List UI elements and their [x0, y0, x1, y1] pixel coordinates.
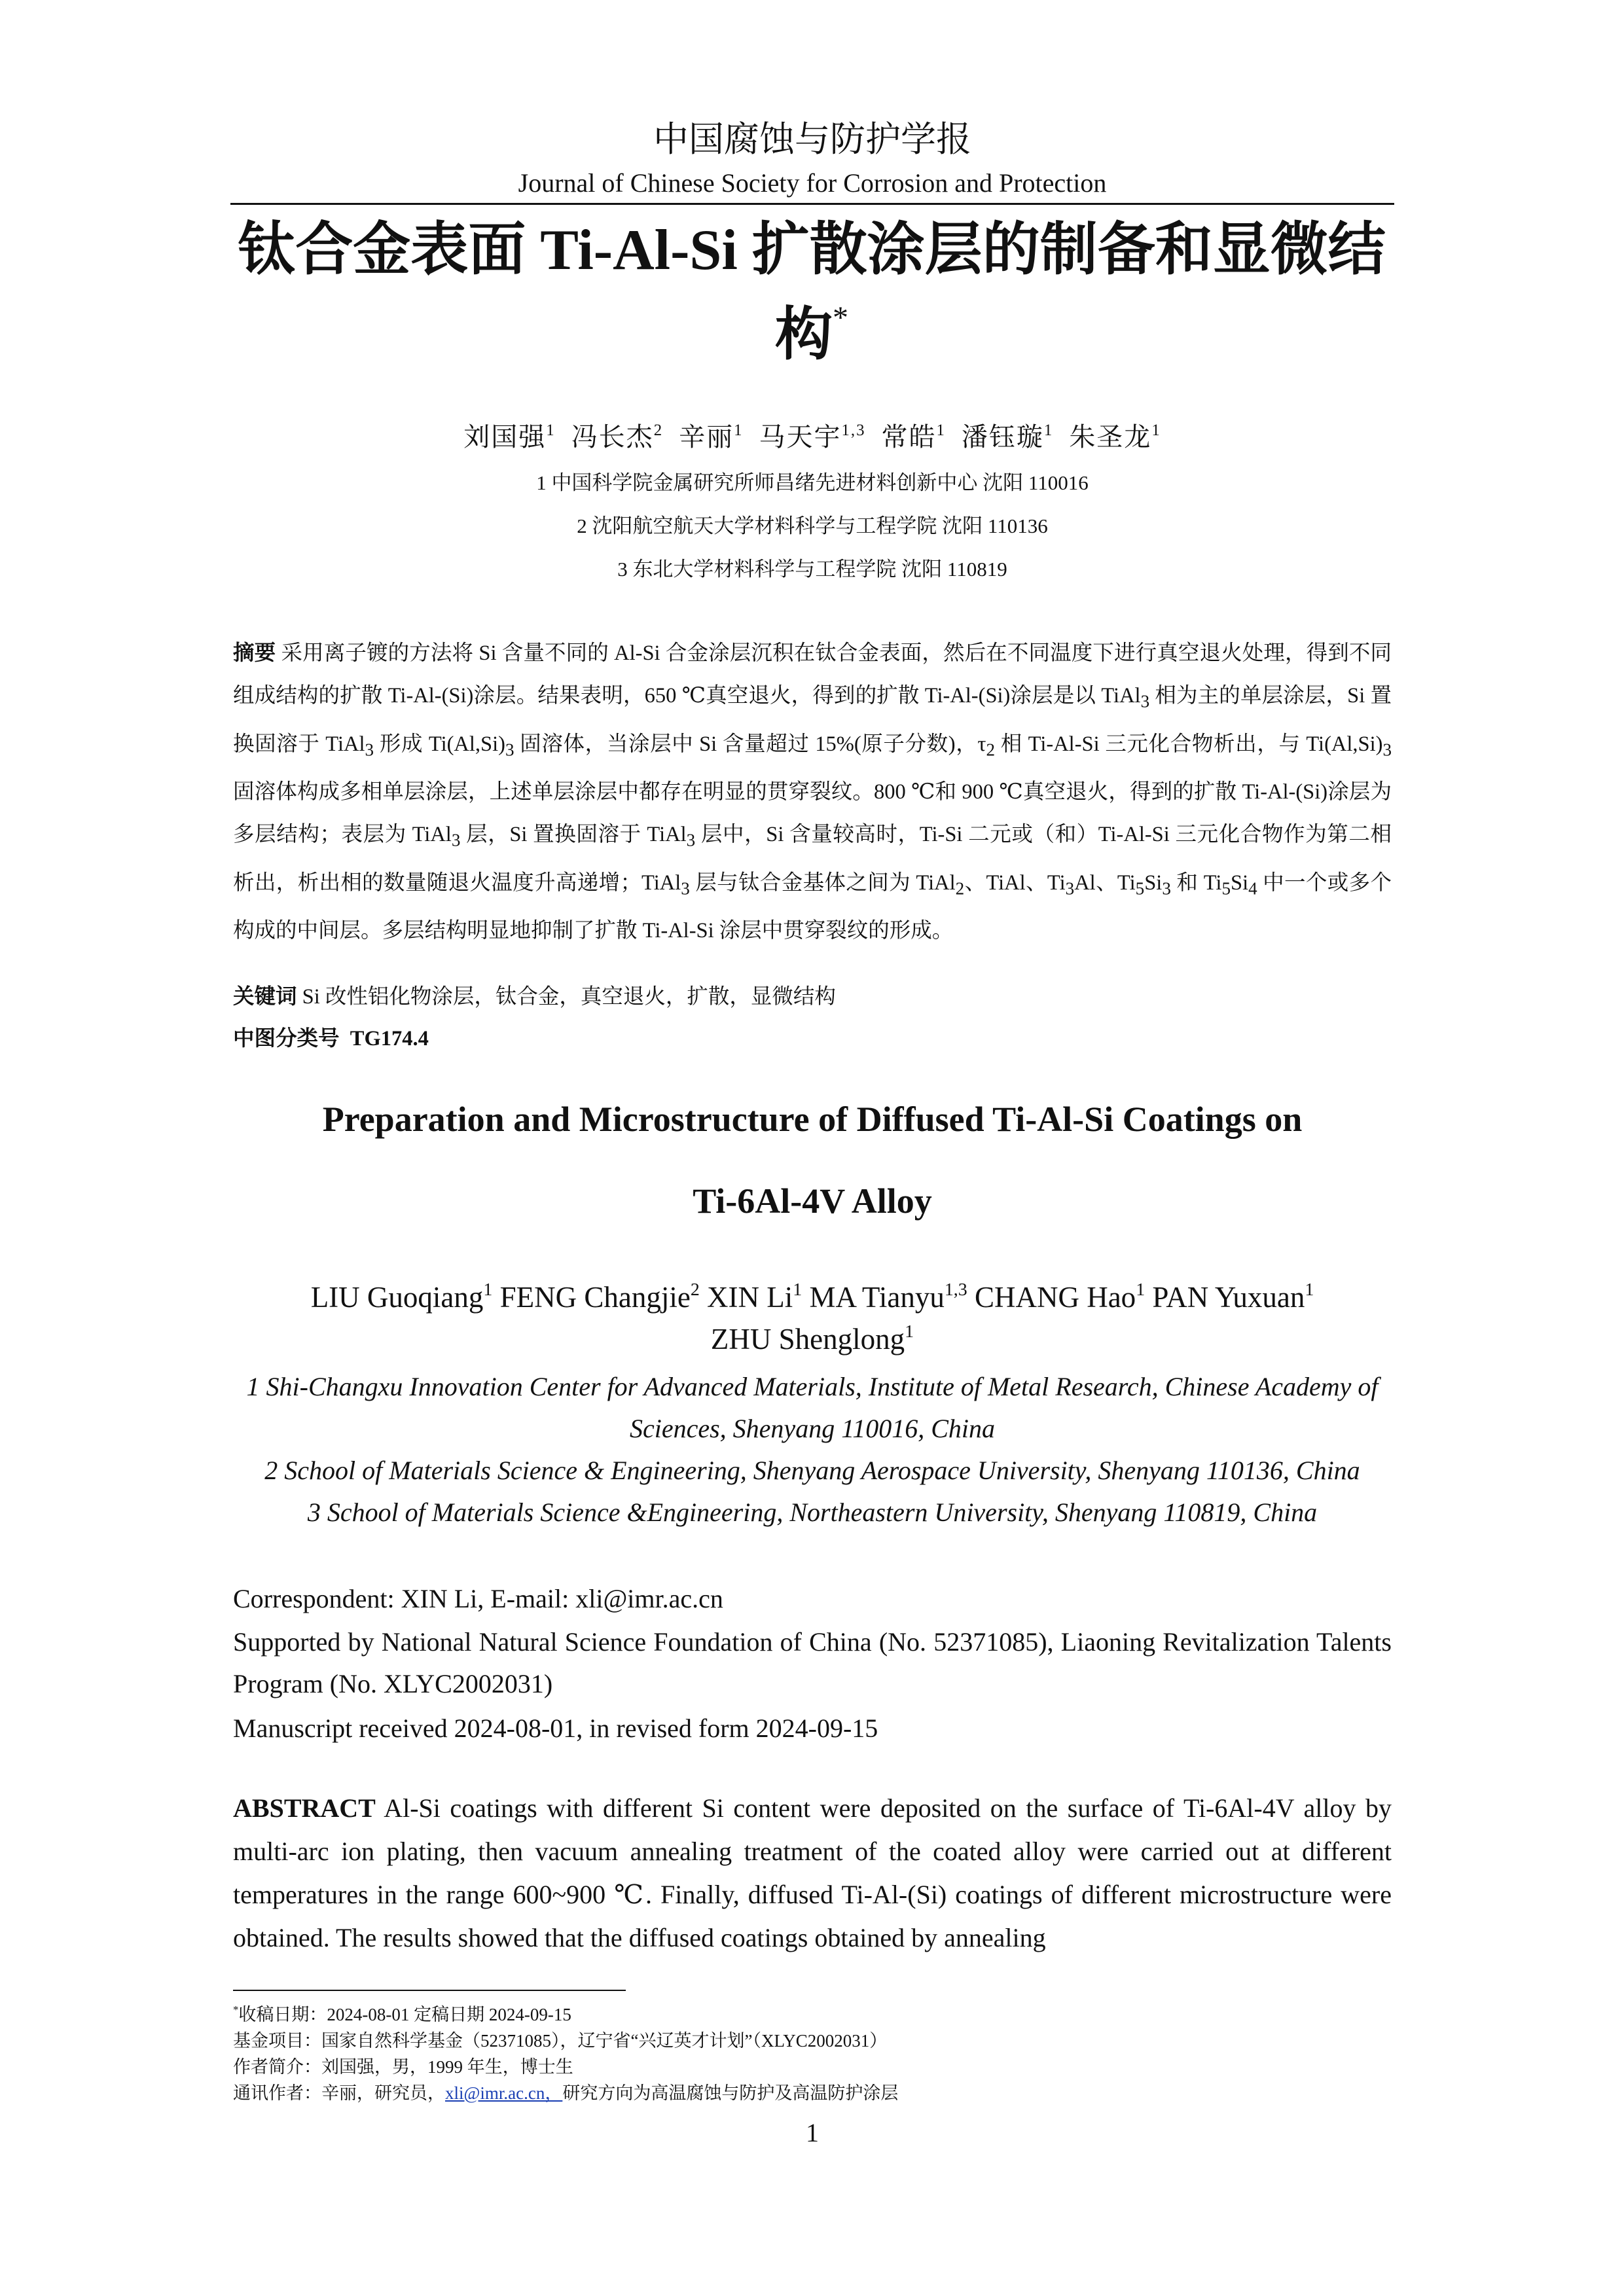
affiliation-en-1: 1 Shi-Changxu Innovation Center for Advanced Materials, Institute of Metal Research, Chinese Academy of Sciences, Shenyang 110016, China: [246, 1372, 1379, 1443]
subscript: 3: [1140, 691, 1150, 711]
abstract-cn-text: 、TiAl、Ti: [964, 870, 1066, 895]
affiliation-cn-2: 2 沈阳航空航天大学材料科学与工程学院 沈阳 110136: [577, 514, 1048, 537]
author-en: LIU Guoqiang: [310, 1281, 484, 1314]
footnote-fund: 基金项目：国家自然科学基金（52371085），辽宁省“兴辽英才计划”（XLYC2002031）: [233, 2031, 888, 2051]
keywords-cn-text: Si 改性铝化物涂层，钛合金，真空退火，扩散，显微结构: [302, 985, 836, 1009]
footnote-mark: *: [233, 2003, 239, 2017]
title-footnote-mark: *: [833, 300, 848, 335]
keywords-cn-label: 关键词: [233, 985, 297, 1009]
affiliations-en: [233, 1366, 1392, 1534]
author-cn-affil-mark: 1: [1151, 421, 1161, 439]
abstract-cn-text: Si: [1231, 870, 1249, 895]
abstract-en-label: ABSTRACT: [233, 1793, 376, 1823]
title-en-line-1: Preparation and Microstructure of Diffused Ti-Al-Si Coatings on: [322, 1100, 1303, 1139]
manuscript-dates: Manuscript received 2024-08-01, in revised form 2024-09-15: [233, 1713, 878, 1743]
abstract-cn-text: 中一个或多个构成的中间层。多层结构明显地抑制了扩散 Ti-Al-Si 涂层中贯穿裂纹的形成。: [233, 870, 1392, 942]
author-en: PAN Yuxuan: [1152, 1281, 1305, 1314]
journal-name-en: Journal of Chinese Society for Corrosion and Protection: [518, 168, 1107, 198]
author-en-affil-mark: 1: [793, 1279, 803, 1300]
abstract-cn: [233, 632, 1392, 952]
subscript: 3: [1065, 878, 1075, 898]
classification-cn-code: TG174.4: [350, 1027, 429, 1050]
subscript: 3: [1382, 740, 1392, 759]
author-en: XIN Li: [707, 1281, 793, 1314]
affiliation-en-2: 2 School of Materials Science & Engineering, Shenyang Aerospace University, Shenyang 110136, China: [264, 1456, 1360, 1485]
author-en-affil-mark: 2: [690, 1279, 700, 1300]
author-en: ZHU Shenglong: [710, 1323, 905, 1355]
abstract-cn-text: 固溶体，当涂层中 Si 含量超过 15%(原子分数)，τ: [514, 732, 986, 756]
page-number: 1: [806, 2118, 819, 2147]
author-cn: 朱圣龙: [1069, 422, 1152, 452]
subscript: 3: [681, 878, 690, 898]
author-cn: 常皓: [881, 422, 937, 452]
footnote-corr-suffix: 研究方向为高温腐蚀与防护及高温防护涂层: [562, 2083, 899, 2103]
author-en: CHANG Hao: [974, 1281, 1136, 1314]
title-cn: [216, 208, 1407, 378]
footnote-author-intro: 作者简介：刘国强，男，1999 年生，博士生: [233, 2057, 573, 2077]
footnote-correspondent: [233, 2080, 1392, 2106]
abstract-cn-text: 相为主的单层涂层，Si 置换固溶于 TiAl: [233, 684, 1392, 756]
footnote-divider: [233, 1990, 626, 1991]
title-en-line-2: Ti-6Al-4V Alloy: [693, 1181, 932, 1221]
subscript: 3: [505, 740, 514, 759]
title-cn-text: 钛合金表面 Ti-Al-Si 扩散涂层的制备和显微结构: [238, 219, 1386, 367]
subscript: 3: [365, 740, 374, 759]
author-cn: 辛丽: [679, 422, 734, 452]
email-link[interactable]: xli@imr.ac.cn，: [445, 2083, 563, 2103]
subscript: 4: [1248, 878, 1257, 898]
author-en-affil-mark: 1: [483, 1279, 493, 1300]
author-cn: 冯长杰: [571, 422, 654, 452]
abstract-cn-text: Al、Ti: [1074, 870, 1136, 895]
abstract-cn-text: 采用离子镀的方法将 Si 含量不同的 Al-Si 合金涂层沉积在钛合金表面，然后在不同温度下进行真空退火处理，得到不同组成结构的扩散 Ti-Al-(Si)涂层。结果表明，650 ℃真空退火，得到的扩散 Ti-Al-(Si)涂层是以 TiAl: [233, 641, 1392, 708]
author-en-affil-mark: 1: [1305, 1279, 1314, 1300]
affiliation-cn-3: 3 东北大学材料科学与工程学院 沈阳 110819: [617, 558, 1007, 581]
author-en: FENG Changjie: [499, 1281, 691, 1314]
author-cn-affil-mark: 1: [1043, 421, 1054, 439]
classification-cn: [233, 1021, 1392, 1057]
abstract-cn-text: 固溶体构成多相单层涂层，上述单层涂层中都存在明显的贯穿裂纹。800 ℃和 900 ℃真空退火，得到的扩散 Ti-Al-(Si)涂层为多层结构；表层为 TiAl: [233, 780, 1392, 846]
subscript: 3: [1162, 878, 1171, 898]
abstract-cn-text: Si: [1144, 870, 1163, 895]
author-cn: 刘国强: [463, 422, 547, 452]
funding-line: Supported by National Natural Science Foundation of China (No. 52371085), Liaoning Revitalization Talents Program (No. XLYC2002031): [233, 1627, 1392, 1698]
classification-cn-label: 中图分类号: [233, 1027, 340, 1050]
affiliation-cn-1: 1 中国科学院金属研究所师昌绪先进材料创新中心 沈阳 110016: [536, 471, 1089, 494]
footnote-corr-prefix: 通讯作者：辛丽，研究员，: [233, 2083, 445, 2103]
abstract-cn-text: 相 Ti-Al-Si 三元化合物析出，与 Ti(Al,Si): [995, 732, 1383, 756]
author-cn: 潘钰璇: [961, 422, 1044, 452]
author-cn-affil-mark: 1,3: [841, 421, 866, 439]
subscript: 2: [986, 740, 995, 759]
header-divider: [230, 203, 1394, 205]
abstract-cn-text: 和 Ti: [1170, 870, 1222, 895]
abstract-cn-text: 层与钛合金基体之间为 TiAl: [689, 870, 956, 895]
author-cn-affil-mark: 1: [936, 421, 946, 439]
abstract-cn-label: 摘要: [233, 641, 276, 665]
subscript: 3: [686, 830, 696, 850]
author-en-affil-mark: 1: [1136, 1279, 1146, 1300]
author-cn-affil-mark: 1: [546, 421, 556, 439]
journal-name-cn: 中国腐蚀与防护学报: [653, 118, 971, 160]
abstract-cn-text: 形成 Ti(Al,Si): [374, 732, 505, 756]
author-en: MA Tianyu: [809, 1281, 945, 1314]
keywords-cn: [233, 979, 1392, 1015]
abstract-cn-text: 层中，Si 含量较高时，Ti-Si 二元或（和）Ti-Al-Si 三元化合物作为第二相析出，析出相的数量随退火温度升高递增；TiAl: [233, 823, 1392, 895]
footnote-received-text: 收稿日期：2024-08-01 定稿日期 2024-09-15: [238, 2005, 571, 2024]
footnotes: [233, 2001, 1392, 2106]
abstract-cn-text: 层，Si 置换固溶于 TiAl: [460, 823, 687, 846]
correspondent-line: Correspondent: XIN Li, E-mail: xli@imr.ac.cn: [233, 1584, 723, 1613]
authors-cn: [233, 419, 1392, 456]
subscript: 2: [955, 878, 965, 898]
subscript: 5: [1135, 878, 1145, 898]
author-cn-affil-mark: 1: [734, 421, 744, 439]
author-cn-affil-mark: 2: [653, 421, 664, 439]
authors-en: [233, 1276, 1392, 1360]
footnote-received: [233, 2001, 1392, 2028]
affiliation-en-3: 3 School of Materials Science &Engineering, Northeastern University, Shenyang 110819, China: [307, 1498, 1318, 1527]
subscript: 3: [451, 830, 461, 850]
abstract-en-text: Al-Si coatings with different Si content were deposited on the surface of Ti-6Al-4V alloy by multi-arc ion plating, then vacuum annealing treatment of the coated alloy were carried out at different temperatures in the range 600~900 ℃. Finally, diffused Ti-Al-(Si) coatings of different microstructure were obtained. The results showed that the diffused coatings obtained by annealing: [233, 1793, 1392, 1952]
title-en: [233, 1079, 1392, 1242]
author-cn: 马天宇: [759, 422, 842, 452]
abstract-en: [233, 1787, 1392, 1960]
author-en-affil-mark: 1,3: [944, 1279, 967, 1300]
author-en-affil-mark: 1: [905, 1321, 914, 1342]
subscript: 5: [1221, 878, 1231, 898]
